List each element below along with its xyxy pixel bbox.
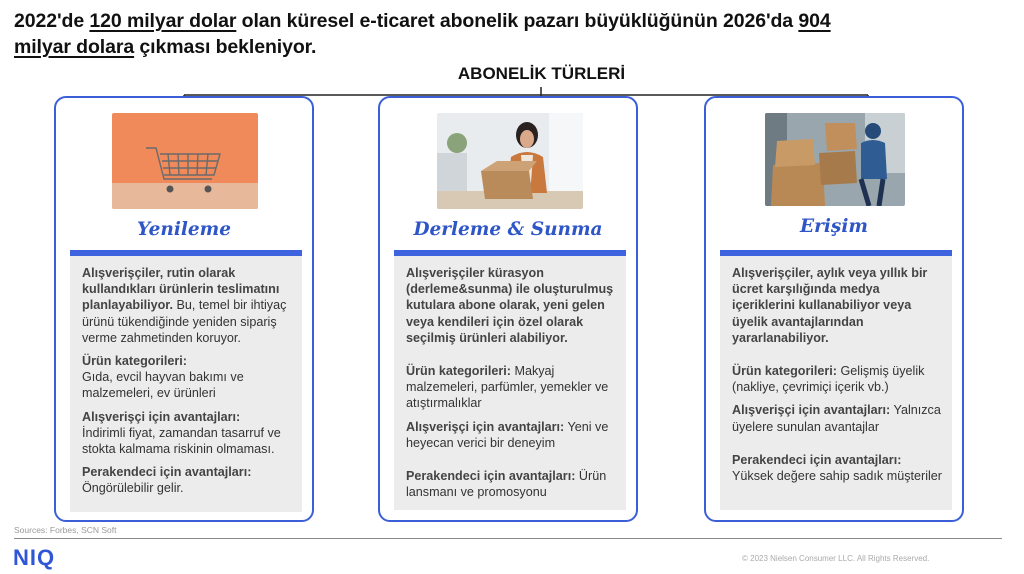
card-title: Yenileme bbox=[137, 219, 231, 240]
card-title: Erişim bbox=[800, 216, 868, 237]
categories-label: Ürün kategorileri: bbox=[82, 354, 187, 369]
intro-text-rest: Bu, temel bir ihtiyaç ürünü tükendiğinde yeniden sipariş verme zahmetinden koruyor. bbox=[82, 298, 287, 345]
woman-opening-box-photo bbox=[437, 113, 583, 209]
categories-label: Ürün kategorileri: bbox=[732, 364, 837, 379]
shopper-benefits-label: Alışverişçi için avantajları: bbox=[82, 409, 241, 424]
retailer-benefits-label: Perakendeci için avantajları: bbox=[406, 469, 576, 484]
shopper-benefits-value: İndirimli fiyat, zamandan tasarruf ve stokta kalmama riskinin olmaması. bbox=[82, 425, 281, 457]
shopper-benefits-value: Yeni ve heyecan verici bir deneyim bbox=[406, 419, 609, 450]
categories-label: Ürün kategorileri: bbox=[406, 364, 511, 379]
card-derleme-sunma bbox=[378, 96, 638, 522]
niq-logo: NIQ bbox=[13, 545, 56, 570]
card-body bbox=[720, 256, 952, 510]
headline-text: olan küresel e-ticaret abonelik pazarı büyüklüğünün 2026'da bbox=[236, 10, 799, 32]
headline-highlight-2026-unit: milyar dolara bbox=[14, 36, 135, 58]
card-body bbox=[70, 256, 302, 512]
intro-text: Alışverişçiler kürasyon (derleme&sunma) ile oluşturulmuş kutulara abone olarak, yeni gelen veya kendileri için özel olarak seçilmiş ürünleri alabiliyor. bbox=[406, 266, 614, 345]
copyright-text: © 2023 Nielsen Consumer LLC. All Rights Reserved. bbox=[742, 554, 930, 563]
shopper-benefits-value: Yalnızca üyelere sunulan avantajlar bbox=[732, 403, 941, 434]
headline bbox=[14, 8, 1004, 60]
shopper-benefits-label: Alışverişçi için avantajları: bbox=[406, 419, 565, 434]
intro-text: Alışverişçiler, rutin olarak kullandıkları ürünlerin teslimatını planlayabiliyor. bbox=[82, 266, 280, 313]
retailer-benefits-value: Ürün lansmanı ve promosyonu bbox=[406, 469, 607, 500]
shopper-benefits-label: Alışverişçi için avantajları: bbox=[732, 403, 891, 418]
categories-value: Gıda, evcil hayvan bakımı ve malzemeleri, ev ürünleri bbox=[82, 370, 244, 401]
headline-text: 2022'de bbox=[14, 10, 90, 32]
card-yenileme bbox=[54, 96, 314, 522]
section-title: ABONELİK TÜRLERİ bbox=[457, 64, 626, 83]
footer-divider bbox=[14, 538, 1002, 539]
retailer-benefits-label: Perakendeci için avantajları: bbox=[732, 452, 902, 467]
categories-value: Makyaj malzemeleri, parfümler, yemekler ve atıştırmalıklar bbox=[406, 364, 609, 411]
delivery-boxes-photo bbox=[765, 113, 905, 206]
card-body bbox=[394, 256, 626, 510]
card-erisim bbox=[704, 96, 964, 522]
retailer-benefits-label: Perakendeci için avantajları: bbox=[82, 465, 252, 480]
headline-highlight-2026: 904 bbox=[798, 10, 831, 32]
intro-text: Alışverişçiler, aylık veya yıllık bir ücret karşılığında medya içeriklerini kullanabiliyor veya üyelik avantajlarından yararlanabiliyor. bbox=[732, 266, 928, 345]
shopping-cart-photo bbox=[112, 113, 258, 209]
retailer-benefits-value: Yüksek değere sahip sadık müşteriler bbox=[732, 469, 942, 484]
card-title: Derleme & Sunma bbox=[413, 219, 603, 240]
categories-value: Gelişmiş üyelik (nakliye, çevrimiçi içerik vb.) bbox=[732, 364, 925, 395]
source-note: Sources: Forbes, SCN Soft bbox=[14, 525, 117, 535]
retailer-benefits-value: Öngörülebilir gelir. bbox=[82, 481, 184, 496]
headline-highlight-2022: 120 milyar dolar bbox=[89, 10, 237, 32]
headline-text: çıkması bekleniyor. bbox=[134, 36, 317, 58]
